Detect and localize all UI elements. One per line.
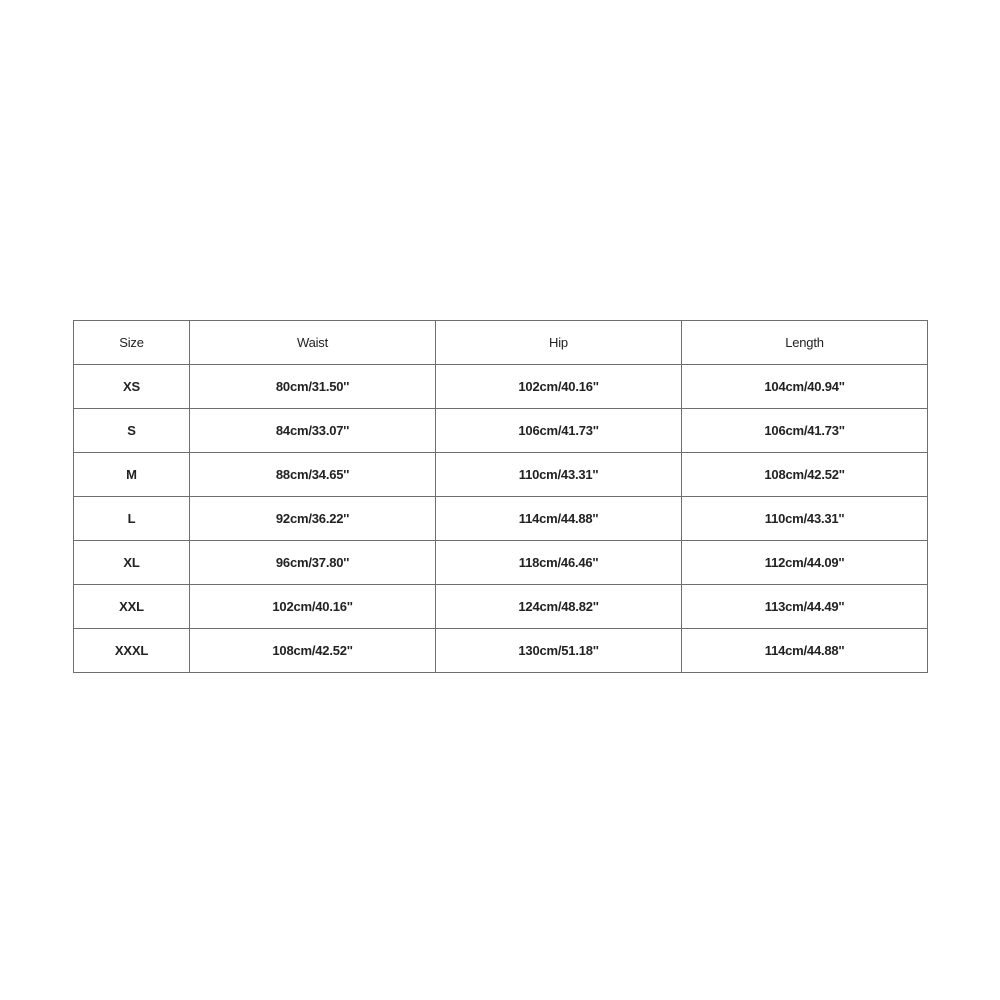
size-cell: XXXL <box>74 629 190 673</box>
size-cell: S <box>74 409 190 453</box>
length-cell: 112cm/44.09'' <box>682 541 928 585</box>
size-cell: M <box>74 453 190 497</box>
hip-cell: 118cm/46.46'' <box>436 541 682 585</box>
hip-cell: 124cm/48.82'' <box>436 585 682 629</box>
header-row <box>74 321 928 365</box>
length-cell: 114cm/44.88'' <box>682 629 928 673</box>
waist-cell: 84cm/33.07'' <box>190 409 436 453</box>
size-cell: XS <box>74 365 190 409</box>
length-cell: 104cm/40.94'' <box>682 365 928 409</box>
length-cell: 108cm/42.52'' <box>682 453 928 497</box>
table-row <box>74 365 928 409</box>
size-cell: XXL <box>74 585 190 629</box>
table-row <box>74 409 928 453</box>
table-header <box>74 321 928 365</box>
waist-cell: 108cm/42.52'' <box>190 629 436 673</box>
waist-cell: 96cm/37.80'' <box>190 541 436 585</box>
hip-cell: 114cm/44.88'' <box>436 497 682 541</box>
size-chart-table <box>73 320 928 673</box>
header-length: Length <box>682 321 928 365</box>
table-row <box>74 497 928 541</box>
length-cell: 110cm/43.31'' <box>682 497 928 541</box>
hip-cell: 106cm/41.73'' <box>436 409 682 453</box>
waist-cell: 88cm/34.65'' <box>190 453 436 497</box>
table-row <box>74 629 928 673</box>
length-cell: 113cm/44.49'' <box>682 585 928 629</box>
waist-cell: 102cm/40.16'' <box>190 585 436 629</box>
waist-cell: 80cm/31.50'' <box>190 365 436 409</box>
header-size: Size <box>74 321 190 365</box>
size-cell: L <box>74 497 190 541</box>
hip-cell: 130cm/51.18'' <box>436 629 682 673</box>
table-row <box>74 585 928 629</box>
hip-cell: 110cm/43.31'' <box>436 453 682 497</box>
table-row <box>74 453 928 497</box>
table-row <box>74 541 928 585</box>
header-hip: Hip <box>436 321 682 365</box>
hip-cell: 102cm/40.16'' <box>436 365 682 409</box>
size-cell: XL <box>74 541 190 585</box>
table-body <box>74 365 928 673</box>
header-waist: Waist <box>190 321 436 365</box>
length-cell: 106cm/41.73'' <box>682 409 928 453</box>
waist-cell: 92cm/36.22'' <box>190 497 436 541</box>
